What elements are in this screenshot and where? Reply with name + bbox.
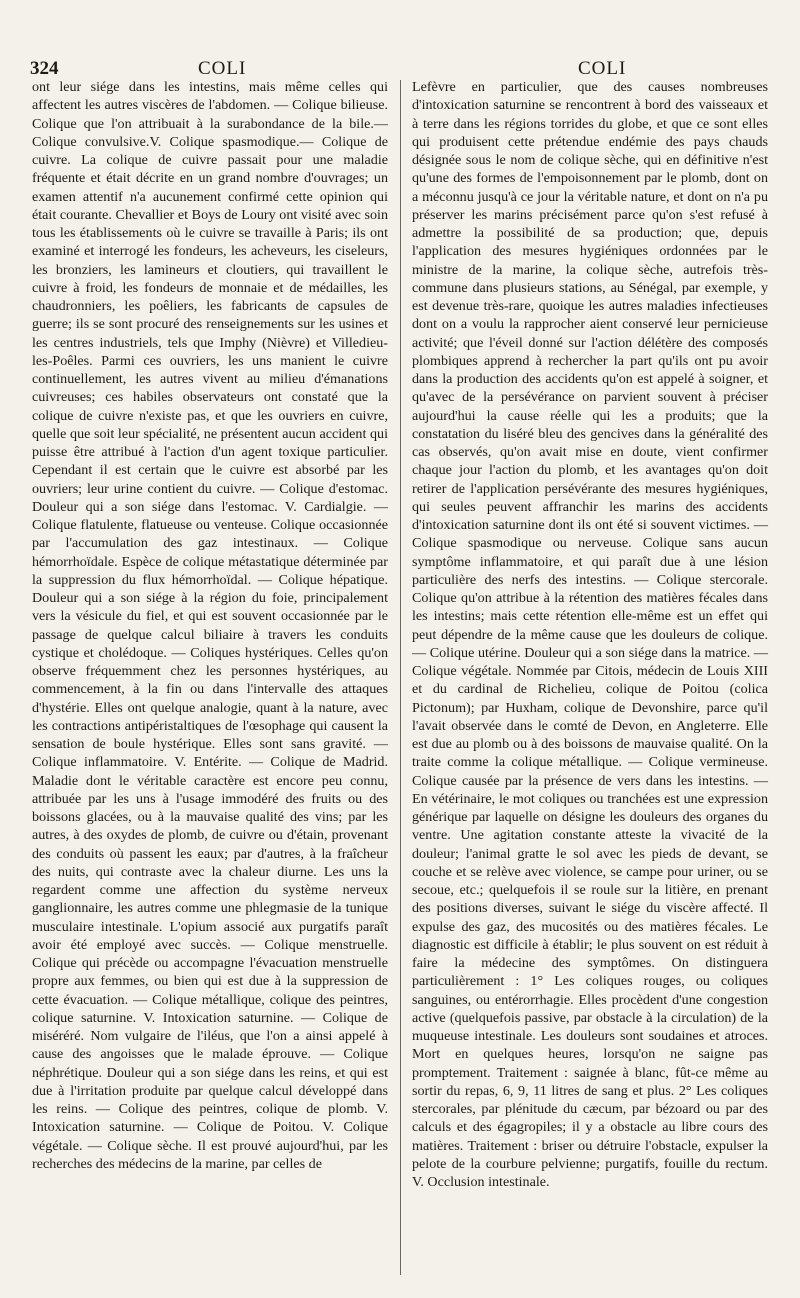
column-divider (400, 80, 401, 1275)
left-column (32, 78, 388, 1173)
left-column-text: ont leur siége dans les intestins, mais même celles qui affectent les autres viscères de l'abdomen. — Colique bilieuse. Colique que l'on attribuait à la surabondance de la bile.— Colique convulsive.V. Colique spasmodique.— Colique de cuivre. La colique de cuivre passait pour une maladie fréquente et était décrite en un grand nombre d'ouvrages; un examen attentif n'a aucunement confirmé cette opinion qui était courante. Chevallier et Boys de Loury ont visité avec soin tous les établissements où le cuivre se travaille à Paris; ils ont examiné et interrogé les fondeurs, les acheveurs, les ciseleurs, les bronziers, les lamineurs et cloutiers, qui travaillent le cuivre à froid, les fondeurs de monnaie et de médailles, les chaudronniers, les poêliers, les fabricants de capsules de guerre; ils se sont procuré des renseignements sur les usines et les centres industriels, tels que Imphy (Nièvre) et Villedieu-les-Poêles. Parmi ces ouvriers, les uns manient le cuivre continuellement, les autres vivent au milieu d'émanations cuivreuses; ces habiles observateurs ont constaté que la colique de cuivre n'existe pas, et que les ouvriers en cuivre, quelle que soit leur spécialité, ne présentent aucun accident qui puisse être attribué à l'action d'un agent toxique particulier. Cependant il est certain que le cuivre est absorbé par les ouvriers; leur urine contient du cuivre. — Colique d'estomac. Douleur qui a son siége dans l'estomac. V. Cardialgie. — Colique flatulente, flatueuse ou venteuse. Colique occasionnée par l'accumulation des gaz intestinaux. — Colique hémorrhoïdale. Espèce de colique métastatique déterminée par la suppression du flux hémorrhoïdal. — Colique hépatique. Douleur qui a son siége à la région du foie, principalement vers la vésicule du fiel, et qui est souvent occasionnée par le passage de quelque calcul biliaire à travers les conduits cystique et cholédoque. — Coliques hystériques. Celles qu'on observe fréquemment chez les personnes hystériques, au commencement, à la fin ou dans l'intervalle des attaques d'hystérie. Elles ont quelque analogie, quant à la nature, avec les contractions antipéristaltiques de l'œsophage qui causent la sensation de boule hystérique. Elles sont sans gravité. — Colique inflammatoire. V. Entérite. — Colique de Madrid. Maladie dont le véritable caractère est encore peu connu, attribuée par les uns à l'usage immodéré des fruits ou des boissons glacées, ou à la mauvaise qualité des vins; par les autres, à des oxydes de plomb, de cuivre ou d'étain, provenant des conduits où passent les eaux; par d'autres, à la fraîcheur des nuits, qui contraste avec la chaleur diurne. Les uns la regardent comme une affection du système nerveux ganglionnaire, les autres comme une phlegmasie de la tunique musculaire intestinale. L'opium associé aux purgatifs paraît avoir été employé avec succès. — Colique menstruelle. Colique qui précède ou accompagne l'évacuation menstruelle propre aux femmes, ou bien qui est due à la suppression de cette évacuation. — Colique métallique, colique des peintres, colique saturnine. V. Intoxication saturnine. — Colique de miséréré. Nom vulgaire de l'iléus, que l'on a ainsi appelé à cause des angoisses que le malade éprouve. — Colique néphrétique. Douleur qui a son siége dans les reins, et qui est due à l'irritation produite par quelque calcul développé dans les reins. — Colique des peintres, colique de plomb. V. Intoxication saturnine. — Colique de Poitou. V. Colique végétale. — Colique sèche. Il est prouvé aujourd'hui, par les recherches des médecins de la marine, par celles de (32, 79, 388, 1172)
running-head-right: COLI (578, 58, 627, 79)
right-column (412, 78, 768, 1191)
right-column-text: Lefèvre en particulier, que des causes nombreuses d'intoxication saturnine se rencontrent à bord des vaisseaux et à terre dans les régions torrides du globe, et que ce sont elles qui produisent cette prétendue endémie des pays chauds désignée sous le nom de colique sèche, qui en définitive n'est qu'une des formes de l'empoisonnement par le plomb, dont on a méconnu jusqu'à ce jour la véritable nature, et dont on n'a pu préserver les marins précisément parce qu'on s'est refusé à admettre la possibilité de sa production; que, depuis l'application des mesures hygiéniques ordonnées par le ministre de la marine, la colique sèche, autrefois très-commune dans plusieurs stations, au Sénégal, par exemple, y est devenue très-rare, quoique les autres maladies infectieuses dont on a voulu la rapprocher aient conservé leur pernicieuse activité; que l'éveil donné sur l'action délétère des composés plombiques apprend à rechercher la part qu'ils ont pu avoir dans la production des accidents qu'on est appelé à soigner, et qu'avec de la persévérance on parvient souvent à préciser aujourd'hui la cause réelle qui les a produits; que la constatation du liséré bleu des gencives dans la généralité des cas observés, qu'on avait mise en doute, vient confirmer chaque jour l'action du plomb, et les avantages qu'on doit retirer de l'application persévérante des mesures hygiéniques, qui seules peuvent affranchir les marins des accidents d'intoxication saturnine dont ils ont été si souvent victimes. — Colique spasmodique ou nerveuse. Colique sans aucun symptôme inflammatoire, et qui paraît due à une lésion particulière des nerfs des intestins. — Colique stercorale. Colique qu'on attribue à la rétention des matières fécales dans les intestins; mais cette rétention elle-même est un effet qui peut dépendre de la même cause que les douleurs de colique. — Colique utérine. Douleur qui a son siége dans la matrice. — Colique végétale. Nommée par Citois, médecin de Louis XIII et du cardinal de Richelieu, colique de Poitou (colica Pictonum); par Huxham, colique de Devonshire, parce qu'il l'avait observée dans le comté de Devon, en Angleterre. Elle est due au plomb ou à des boissons de mauvaise qualité. On la traite comme la colique métallique. — Colique vermineuse. Colique causée par la présence de vers dans les intestins. — En vétérinaire, le mot coliques ou tranchées est une expression générique par laquelle on désigne les douleurs des organes du ventre. Une agitation constante atteste la vivacité de la douleur; l'animal gratte le sol avec les pieds de devant, se couche et se relève avec violence, se campe pour uriner, ou se secoue, etc.; quelquefois il se roule sur la litière, en prenant des positions diverses, suivant le siége du viscère affecté. Il expulse des gaz, des mucosités ou des matières fécales. Le diagnostic est difficile à établir; le plus souvent on est réduit à faire la médecine des symptômes. On distinguera particulièrement : 1° Les coliques rouges, ou coliques sanguines, ou entérorrhagie. Elles procèdent d'une congestion active (quelquefois passive, par obstacle à la circulation) de la muqueuse intestinale. Les douleurs sont soudaines et atroces. Mort en quelques heures, lorsqu'on ne saigne pas promptement. Traitement : saignée à blanc, fût-ce même au sortir du repas, 6, 9, 11 litres de sang et plus. 2° Les coliques stercorales, par plénitude du cæcum, par bézoard ou par des calculs et des égagropiles; il y a obstacle au libre cours des matières. Traitement : briser ou détruire l'obstacle, expulser la pelote de la courbure pelvienne; purgatifs, fouille du rectum. V. Occlusion intestinale. (412, 79, 768, 1190)
running-head-left: COLI (198, 58, 247, 79)
page-number: 324 (30, 58, 59, 79)
